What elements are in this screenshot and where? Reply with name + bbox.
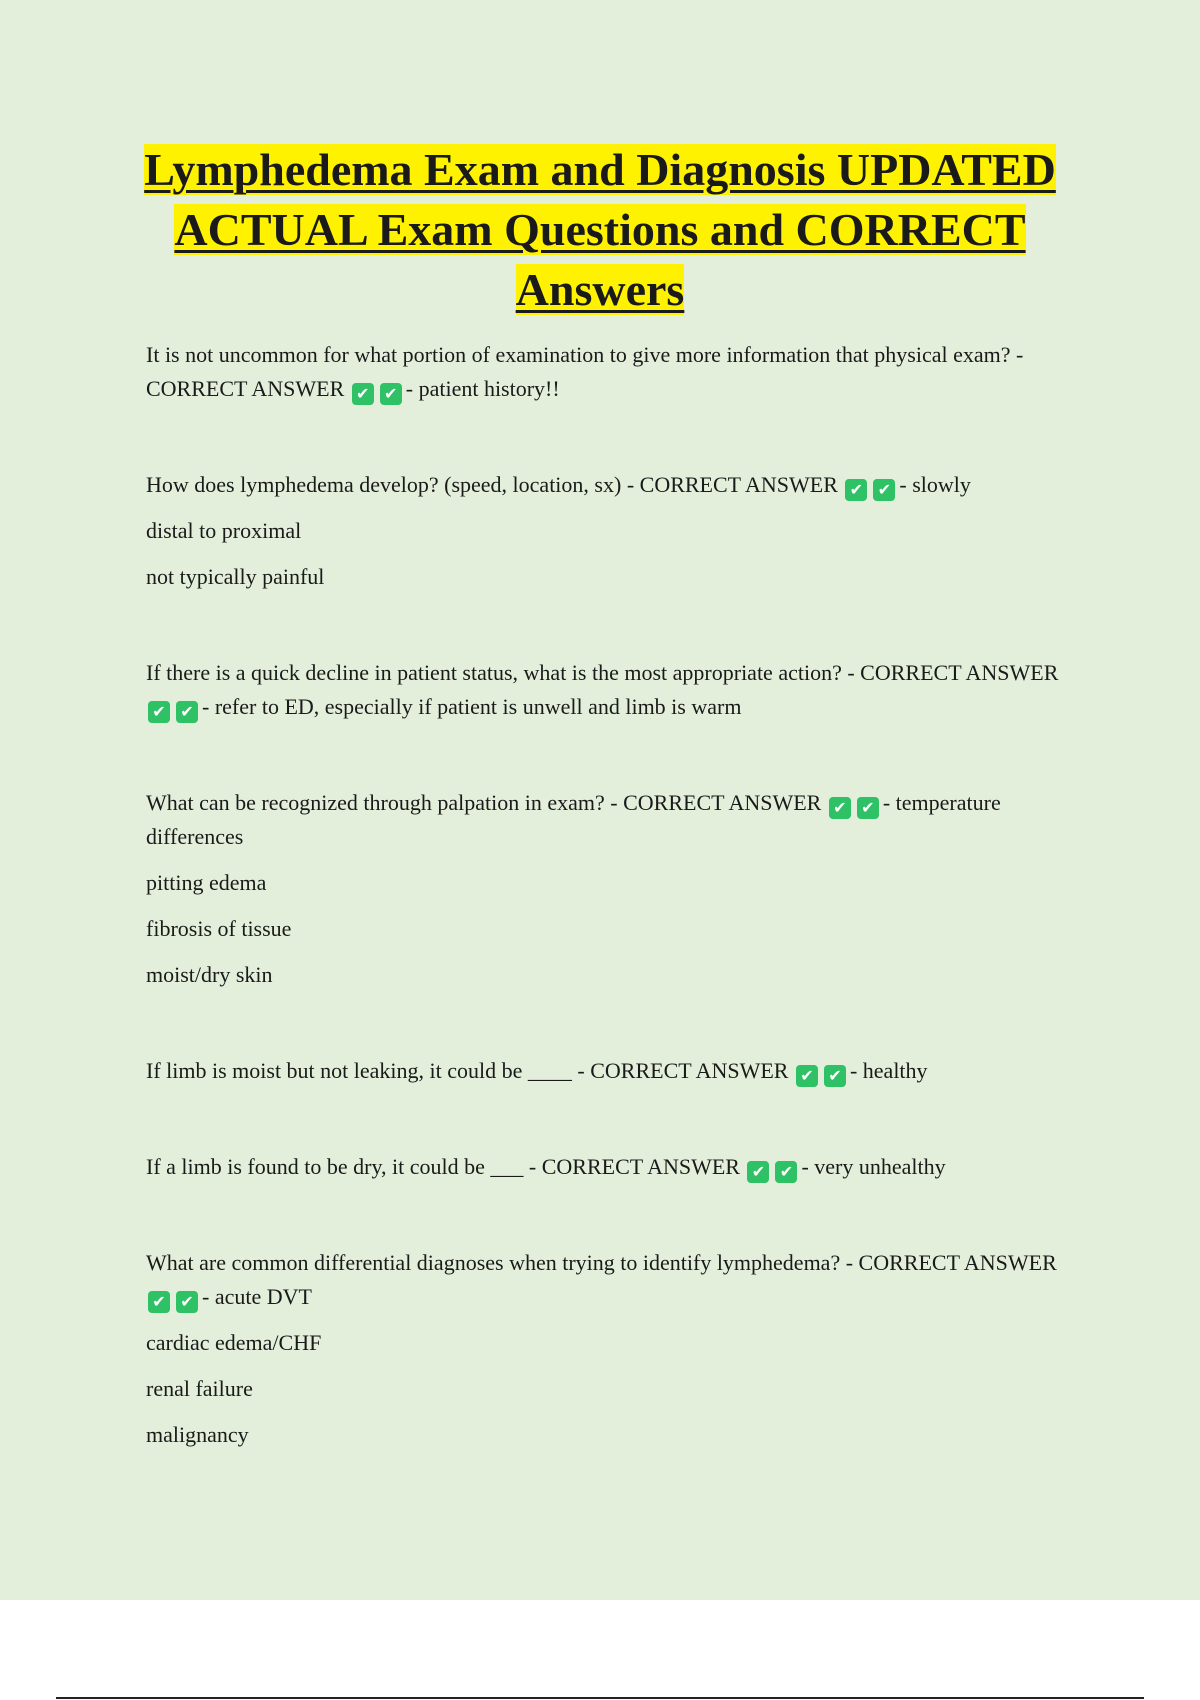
check-mark-icon: ✔ <box>796 1065 818 1087</box>
check-mark-icon: ✔ <box>775 1161 797 1183</box>
question-line <box>146 656 1086 724</box>
question-text: If a limb is found to be dry, it could be ___ <box>146 1154 524 1179</box>
check-mark-icon: ✔ <box>176 701 198 723</box>
answer-text: - patient history!! <box>405 376 560 401</box>
answer-text: - slowly <box>899 472 971 497</box>
check-mark-icon: ✔ <box>873 479 895 501</box>
question-line <box>146 1054 1086 1088</box>
answer-line: renal failure <box>146 1376 253 1401</box>
question-text: If there is a quick decline in patient status, what is the most appropriate action? <box>146 660 842 685</box>
question-line <box>146 786 1086 854</box>
answer-text: - acute DVT <box>202 1284 312 1309</box>
bottom-divider <box>56 1697 1144 1699</box>
answer-line: not typically painful <box>146 564 325 589</box>
correct-answer-label: - CORRECT ANSWER <box>528 1154 740 1179</box>
qa-item <box>146 1054 1086 1088</box>
check-mark-icon: ✔ <box>148 701 170 723</box>
answer-line: moist/dry skin <box>146 962 273 987</box>
qa-item <box>146 468 1086 594</box>
check-mark-icon: ✔ <box>747 1161 769 1183</box>
question-line <box>146 1246 1086 1314</box>
correct-answer-label: - CORRECT ANSWER <box>146 342 1024 401</box>
question-text: It is not uncommon for what portion of examination to give more information that physical exam? <box>146 342 1011 367</box>
answer-line: malignancy <box>146 1422 249 1447</box>
check-mark-icon: ✔ <box>857 797 879 819</box>
answer-line: pitting edema <box>146 870 267 895</box>
check-mark-icon: ✔ <box>829 797 851 819</box>
correct-answer-label: - CORRECT ANSWER <box>626 472 838 497</box>
check-mark-icon: ✔ <box>176 1291 198 1313</box>
document-title <box>100 140 1100 320</box>
question-text: What are common differential diagnoses when trying to identify lymphedema? <box>146 1250 841 1275</box>
check-mark-icon: ✔ <box>352 383 374 405</box>
answer-text: - healthy <box>849 1058 928 1083</box>
answer-line: cardiac edema/CHF <box>146 1330 322 1355</box>
correct-answer-label: - CORRECT ANSWER <box>577 1058 789 1083</box>
answer-line: distal to proximal <box>146 518 302 543</box>
question-text: What can be recognized through palpation in exam? <box>146 790 605 815</box>
question-text: If limb is moist but not leaking, it could be ____ <box>146 1058 572 1083</box>
check-mark-icon: ✔ <box>148 1291 170 1313</box>
check-mark-icon: ✔ <box>824 1065 846 1087</box>
question-text: How does lymphedema develop? (speed, location, sx) <box>146 472 622 497</box>
correct-answer-label: - CORRECT ANSWER <box>610 790 822 815</box>
qa-item <box>146 786 1086 992</box>
answer-text: - very unhealthy <box>801 1154 946 1179</box>
answer-line: fibrosis of tissue <box>146 916 292 941</box>
qa-item <box>146 1246 1086 1452</box>
document-title-text: Lymphedema Exam and Diagnosis UPDATED ACTUAL Exam Questions and CORRECT Answers <box>144 144 1056 315</box>
question-line <box>146 468 1086 502</box>
qa-item <box>146 656 1086 724</box>
qa-item <box>146 1150 1086 1184</box>
question-line <box>146 1150 1086 1184</box>
question-line <box>146 338 1086 406</box>
qa-item <box>146 338 1086 406</box>
check-mark-icon: ✔ <box>845 479 867 501</box>
check-mark-icon: ✔ <box>380 383 402 405</box>
correct-answer-label: - CORRECT ANSWER <box>845 1250 1057 1275</box>
correct-answer-label: - CORRECT ANSWER <box>847 660 1059 685</box>
answer-text: - refer to ED, especially if patient is unwell and limb is warm <box>202 694 742 719</box>
qa-list <box>146 338 1086 1514</box>
answer-text: - temperature differences <box>146 790 1001 849</box>
